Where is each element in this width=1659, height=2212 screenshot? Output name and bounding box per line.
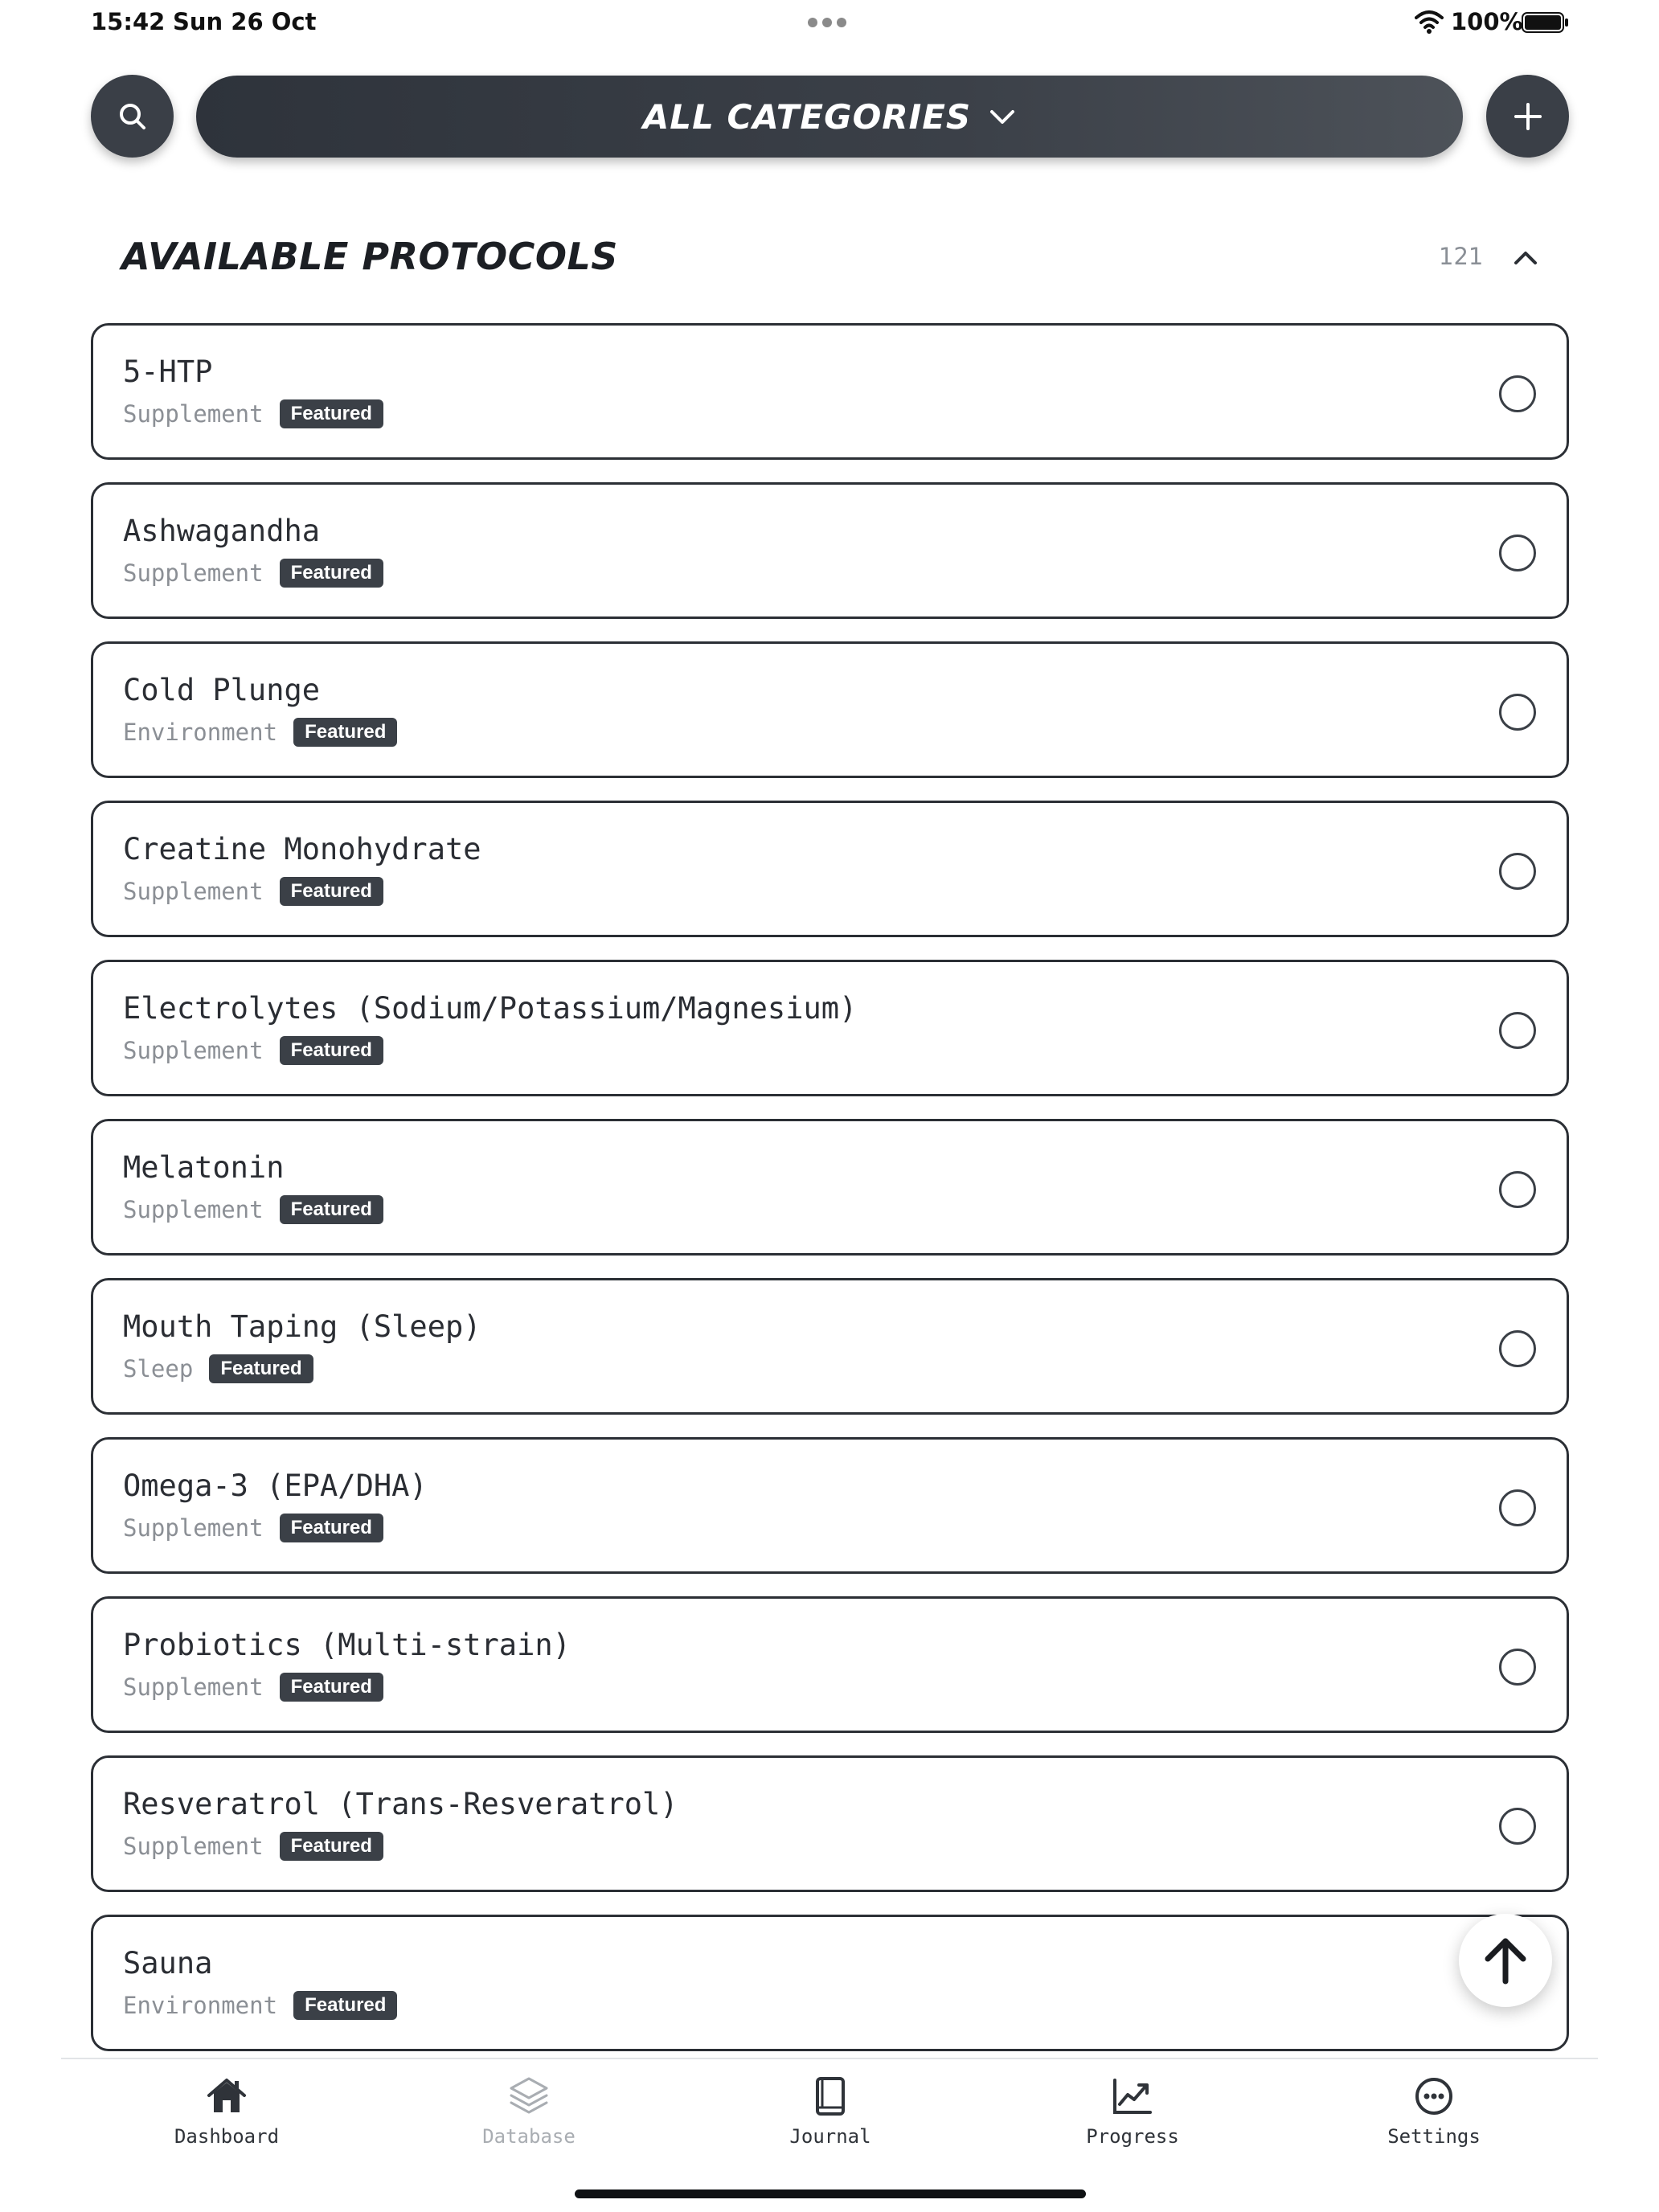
featured-badge: Featured xyxy=(280,1673,383,1702)
protocol-name: Electrolytes (Sodium/Potassium/Magnesium) xyxy=(123,991,858,1026)
house-icon xyxy=(204,2074,249,2119)
featured-badge: Featured xyxy=(280,1514,383,1542)
select-radio[interactable] xyxy=(1499,535,1536,571)
select-radio[interactable] xyxy=(1499,1012,1536,1049)
tabbar-divider xyxy=(61,2058,1598,2059)
ellipsis-circle-icon xyxy=(1411,2074,1456,2119)
protocol-card[interactable] xyxy=(91,1755,1569,1892)
status-bar xyxy=(0,0,1659,45)
add-protocol-button[interactable] xyxy=(1486,75,1569,158)
tab-settings[interactable] xyxy=(1337,2074,1530,2162)
protocol-name: 5-HTP xyxy=(123,354,213,389)
featured-badge: Featured xyxy=(209,1354,313,1383)
section-title: AVAILABLE PROTOCOLS xyxy=(121,235,618,278)
protocol-category: Environment xyxy=(123,719,278,746)
tab-label: Database xyxy=(482,2125,576,2148)
protocol-name: Omega-3 (EPA/DHA) xyxy=(123,1469,428,1503)
status-date: Sun 26 Oct xyxy=(173,8,317,35)
protocol-card[interactable] xyxy=(91,323,1569,460)
tab-label: Journal xyxy=(789,2125,871,2148)
protocol-category: Supplement xyxy=(123,559,264,587)
home-indicator[interactable] xyxy=(575,2189,1086,2198)
plus-icon xyxy=(1512,100,1544,133)
tab-label: Settings xyxy=(1387,2125,1481,2148)
battery-percent: 100% xyxy=(1451,8,1523,35)
protocol-category: Supplement xyxy=(123,878,264,905)
scroll-to-top-button[interactable] xyxy=(1459,1914,1552,2007)
featured-badge: Featured xyxy=(280,1832,383,1861)
category-selector-label: ALL CATEGORIES xyxy=(642,96,972,137)
chevron-down-icon xyxy=(989,107,1016,126)
protocol-card[interactable] xyxy=(91,1278,1569,1415)
featured-badge: Featured xyxy=(280,877,383,906)
tab-label: Dashboard xyxy=(174,2125,280,2148)
protocol-category: Supplement xyxy=(123,1673,264,1701)
category-selector[interactable] xyxy=(196,76,1463,158)
protocol-name: Sauna xyxy=(123,1946,213,1981)
protocol-category: Environment xyxy=(123,1992,278,2019)
protocol-card[interactable] xyxy=(91,1119,1569,1256)
tab-dashboard[interactable] xyxy=(130,2074,323,2162)
protocol-card[interactable] xyxy=(91,1437,1569,1574)
select-radio[interactable] xyxy=(1499,375,1536,412)
protocol-name: Mouth Taping (Sleep) xyxy=(123,1309,481,1344)
protocol-category: Supplement xyxy=(123,1037,264,1064)
select-radio[interactable] xyxy=(1499,1808,1536,1845)
select-radio[interactable] xyxy=(1499,1649,1536,1686)
select-radio[interactable] xyxy=(1499,1171,1536,1208)
protocol-count: 121 xyxy=(1439,243,1484,270)
tab-journal[interactable] xyxy=(734,2074,927,2162)
protocol-name: Melatonin xyxy=(123,1150,285,1185)
chevron-up-icon[interactable] xyxy=(1511,243,1540,272)
protocol-name: Cold Plunge xyxy=(123,673,321,707)
select-radio[interactable] xyxy=(1499,853,1536,890)
arrow-up-icon xyxy=(1481,1935,1530,1986)
protocol-card[interactable] xyxy=(91,1915,1569,2051)
featured-badge: Featured xyxy=(280,1195,383,1224)
protocol-name: Probiotics (Multi-strain) xyxy=(123,1628,571,1662)
protocol-name: Ashwagandha xyxy=(123,514,321,548)
protocol-card[interactable] xyxy=(91,1596,1569,1733)
protocol-card[interactable] xyxy=(91,482,1569,619)
featured-badge: Featured xyxy=(280,1036,383,1065)
featured-badge: Featured xyxy=(280,559,383,588)
featured-badge: Featured xyxy=(293,718,397,747)
tab-progress[interactable] xyxy=(1036,2074,1229,2162)
search-icon xyxy=(116,100,150,133)
protocol-card[interactable] xyxy=(91,960,1569,1096)
status-time: 15:42 xyxy=(91,8,166,35)
layers-icon xyxy=(506,2074,551,2119)
select-radio[interactable] xyxy=(1499,1489,1536,1526)
select-radio[interactable] xyxy=(1499,1330,1536,1367)
protocol-category: Supplement xyxy=(123,400,264,428)
trend-chart-icon xyxy=(1110,2074,1155,2119)
select-radio[interactable] xyxy=(1499,694,1536,731)
protocol-name: Creatine Monohydrate xyxy=(123,832,481,866)
wifi-icon xyxy=(1415,10,1444,34)
protocol-name: Resveratrol (Trans-Resveratrol) xyxy=(123,1787,678,1821)
protocol-category: Supplement xyxy=(123,1196,264,1223)
multitasking-dots-icon[interactable] xyxy=(808,18,846,27)
protocol-category: Sleep xyxy=(123,1355,194,1382)
tab-label: Progress xyxy=(1086,2125,1179,2148)
protocol-card[interactable] xyxy=(91,801,1569,937)
search-button[interactable] xyxy=(91,75,174,158)
battery-icon xyxy=(1522,11,1570,34)
featured-badge: Featured xyxy=(293,1991,397,2020)
protocol-category: Supplement xyxy=(123,1514,264,1542)
book-icon xyxy=(808,2074,853,2119)
featured-badge: Featured xyxy=(280,399,383,428)
tab-database[interactable] xyxy=(432,2074,625,2162)
protocol-category: Supplement xyxy=(123,1833,264,1860)
protocol-card[interactable] xyxy=(91,641,1569,778)
